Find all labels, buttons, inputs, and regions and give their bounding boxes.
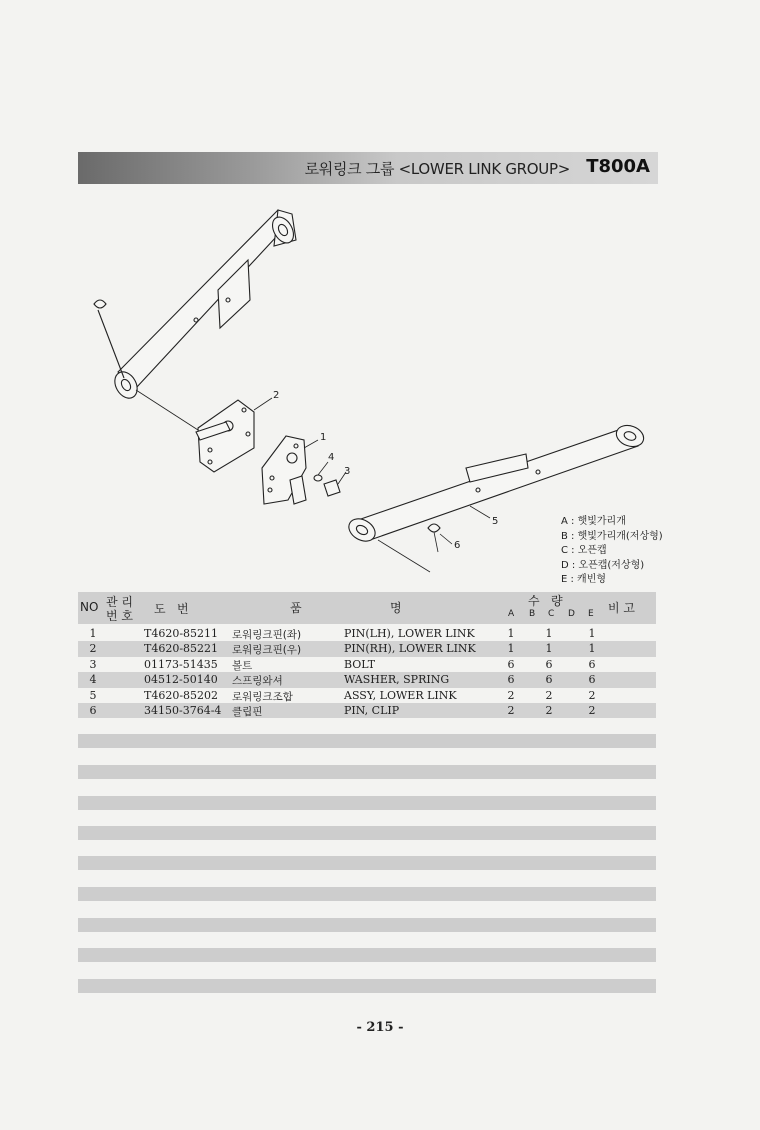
legend-item: D : 오픈캡(저상형) — [561, 559, 645, 571]
left-lower-link-arm — [118, 210, 290, 388]
row-part-no: 34150-3764-4 — [144, 703, 222, 717]
row-name-kor: 볼트 — [232, 659, 253, 672]
callout-1: 1 — [320, 432, 327, 443]
row-qty-a: 6 — [507, 657, 515, 671]
row-name-eng: ASSY, LOWER LINK — [344, 688, 457, 702]
header-qty-b: B — [529, 609, 536, 619]
header-part-no: 도 번 — [154, 602, 189, 616]
empty-row — [78, 765, 656, 779]
row-no: 1 — [89, 627, 97, 640]
legend-item: E : 캐빈형 — [561, 574, 607, 585]
table-header — [78, 592, 656, 624]
row-no: 6 — [89, 703, 97, 717]
row-no: 4 — [89, 673, 97, 687]
empty-row — [78, 887, 656, 901]
row-name-eng: BOLT — [344, 657, 376, 671]
row-no: 3 — [89, 657, 97, 671]
table-row — [78, 703, 656, 718]
legend-item: C : 오픈캡 — [561, 545, 607, 556]
group-title: 로워링크 그룹 <LOWER LINK GROUP> — [304, 160, 570, 178]
row-qty-e: 2 — [588, 703, 596, 717]
row-qty-c: 6 — [545, 657, 553, 671]
table-row — [78, 626, 656, 641]
legend-item: B : 햇빛가리개(저상형) — [561, 530, 663, 542]
empty-row — [78, 734, 656, 748]
empty-row — [78, 826, 656, 840]
empty-row — [78, 979, 656, 993]
row-part-no: 04512-50140 — [144, 673, 218, 687]
header-qty-d: D — [568, 609, 575, 619]
row-qty-c: 1 — [545, 642, 553, 656]
table-row — [78, 641, 656, 656]
header-qty-e: E — [588, 609, 594, 619]
row-name-kor: 로워링크조합 — [232, 690, 293, 703]
row-qty-a: 2 — [507, 688, 515, 702]
table-row — [78, 688, 656, 703]
header-qty-c: C — [548, 609, 555, 619]
row-name-kor: 로워링크핀(좌) — [232, 629, 302, 641]
row-name-eng: PIN(RH), LOWER LINK — [344, 642, 476, 656]
header-name-b: 명 — [390, 601, 402, 615]
row-qty-c: 6 — [545, 673, 553, 687]
header-remarks: 비 고 — [608, 601, 635, 615]
row-qty-c: 1 — [545, 627, 553, 640]
row-no: 2 — [89, 642, 97, 656]
row-qty-e: 6 — [588, 657, 596, 671]
row-qty-a: 1 — [507, 627, 515, 640]
callout-3: 3 — [344, 466, 351, 477]
row-qty-e: 2 — [588, 688, 596, 702]
row-name-eng: WASHER, SPRING — [344, 673, 450, 687]
row-name-kor: 클립핀 — [232, 705, 263, 718]
table-row — [78, 672, 656, 687]
row-qty-a: 6 — [507, 673, 515, 687]
row-no: 5 — [89, 688, 97, 702]
callout-5: 5 — [492, 516, 499, 527]
header-no: NO — [80, 600, 99, 614]
empty-row — [78, 796, 656, 810]
legend-item: A : 햇빛가리개 — [561, 516, 626, 527]
table-row — [78, 657, 656, 672]
row-qty-a: 2 — [507, 703, 515, 717]
row-qty-e: 1 — [588, 627, 596, 640]
callout-6: 6 — [454, 540, 461, 551]
row-name-eng: PIN, CLIP — [344, 703, 400, 717]
row-name-kor: 로워링크핀(우) — [232, 644, 302, 657]
callout-2: 2 — [273, 390, 280, 401]
row-part-no: T4620-85202 — [144, 688, 219, 702]
empty-row — [78, 918, 656, 932]
empty-row — [78, 948, 656, 962]
model-name: T800A — [586, 156, 650, 177]
row-name-kor: 스프링와셔 — [232, 675, 283, 688]
header-qty: 수 량 — [528, 594, 563, 608]
empty-row — [78, 856, 656, 870]
row-qty-a: 1 — [507, 642, 515, 656]
row-qty-c: 2 — [545, 703, 553, 717]
row-part-no: T4620-85221 — [144, 642, 219, 656]
header-name-a: 품 — [290, 601, 302, 615]
row-part-no: T4620-85211 — [144, 627, 219, 640]
header-qty-a: A — [508, 609, 515, 619]
callout-4: 4 — [328, 452, 335, 463]
variant-legend — [561, 515, 671, 588]
header-mgmt-top: 관 리 — [106, 595, 133, 609]
row-part-no: 01173-51435 — [144, 657, 218, 671]
page-number: - 215 - — [356, 1020, 404, 1035]
row-qty-e: 1 — [588, 642, 596, 656]
title-banner — [78, 152, 658, 184]
parts-table — [78, 592, 656, 718]
row-qty-e: 6 — [588, 673, 596, 687]
header-mgmt-bottom: 번 호 — [106, 609, 133, 623]
row-qty-c: 2 — [545, 688, 553, 702]
row-name-eng: PIN(LH), LOWER LINK — [344, 627, 475, 640]
